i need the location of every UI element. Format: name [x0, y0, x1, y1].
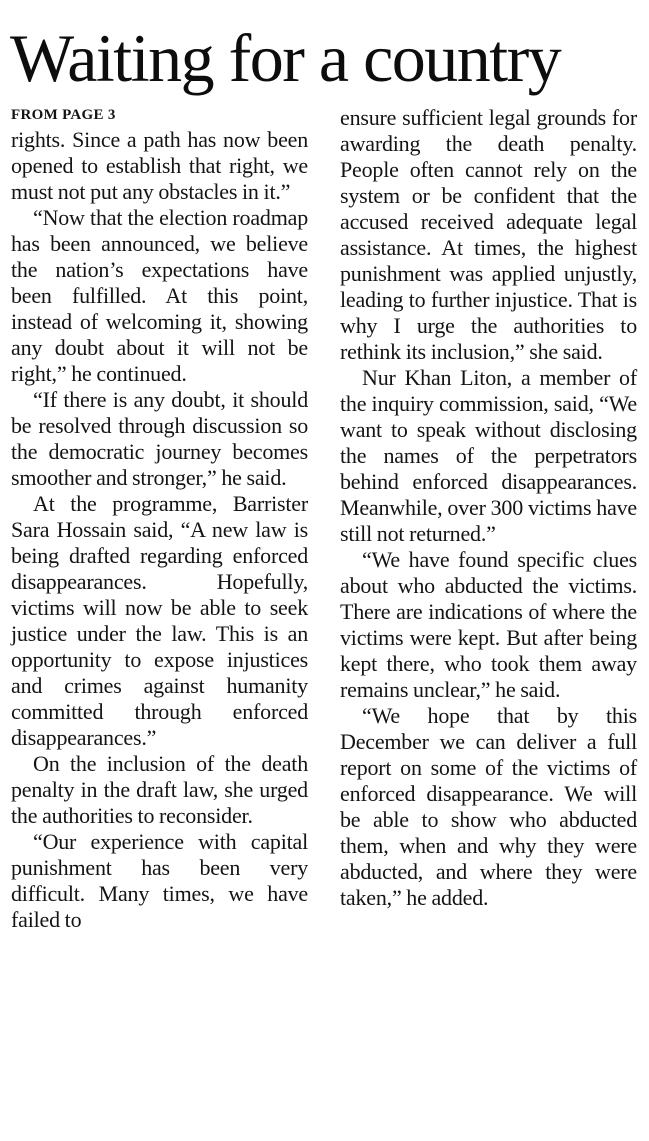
- article-column-right: [340, 105, 637, 911]
- article-column-left: [11, 103, 308, 933]
- paragraph: rights. Since a path has now been opened to establish that right, we must not put any obstacles in it.”: [11, 127, 308, 204]
- paragraph: “Our experience with capital punishment has been very difficult. Many times, we have failed to: [11, 829, 308, 932]
- paragraph: Nur Khan Liton, a member of the inquiry commission, said, “We want to speak without disclosing the names of the perpetrators behind enforced disappearances. Meanwhile, over 300 victims have still not returned.”: [340, 365, 637, 546]
- continuation-kicker: FROM PAGE 3: [11, 107, 116, 123]
- paragraph: ensure sufficient legal grounds for awarding the death penalty. People often cannot rely on the system or be confident that the accused received adequate legal assistance. At times, the highest punishment was applied unjustly, leading to further injustice. That is why I urge the authorities to rethink its inclusion,” she said.: [340, 105, 637, 364]
- paragraph: “We hope that by this December we can deliver a full report on some of the victims of enforced disappearance. We will be able to show who abducted them, when and why they were abducted, and where they were taken,” he added.: [340, 703, 637, 910]
- headline: Waiting for a country: [10, 20, 561, 96]
- paragraph: “Now that the election roadmap has been announced, we believe the nation’s expectations have been fulfilled. At this point, instead of welcoming it, showing any doubt about it will not be right,” he continued.: [11, 205, 308, 386]
- paragraph: “If there is any doubt, it should be resolved through discussion so the democratic journey becomes smoother and stronger,” he said.: [11, 387, 308, 490]
- paragraph: At the programme, Barrister Sara Hossain said, “A new law is being drafted regarding enforced disappearances. Hopefully, victims will now be able to seek justice under the law. This is an opportunity to expose injustices and crimes against humanity committed through enforced disappearances.”: [11, 491, 308, 750]
- paragraph: “We have found specific clues about who abducted the victims. There are indications of where the victims were kept. But after being kept there, who took them away remains unclear,” he said.: [340, 547, 637, 702]
- paragraph: On the inclusion of the death penalty in the draft law, she urged the authorities to reconsider.: [11, 751, 308, 828]
